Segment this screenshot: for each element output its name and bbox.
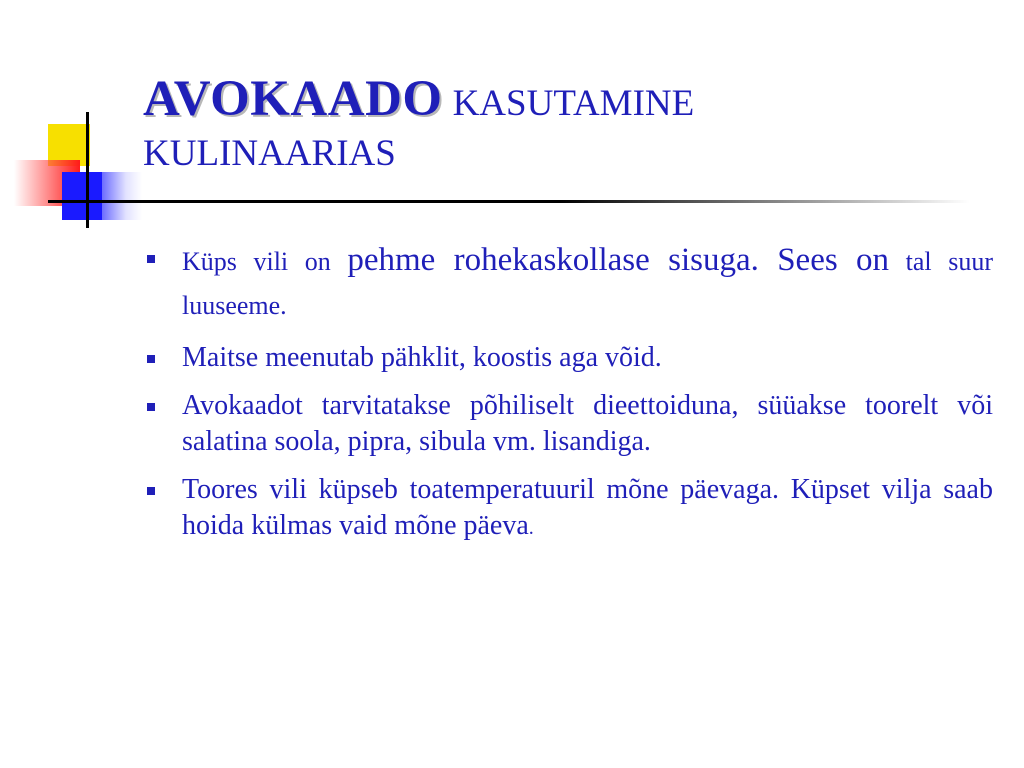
title-line-2: KULINAARIAS (143, 133, 396, 174)
bullet-item (145, 388, 993, 460)
bullet-square-icon (147, 403, 155, 411)
bullet-square-icon (147, 355, 155, 363)
bullet-square-icon (147, 255, 155, 263)
slide-title (143, 71, 1003, 174)
bullet-text-large: pehme rohekaskollase sisuga. Sees on (347, 242, 890, 278)
logo-vertical-line (86, 112, 89, 228)
logo-blue-square (62, 172, 102, 220)
title-underline (60, 200, 970, 203)
title-main-word: AVOKAADO (143, 71, 443, 127)
title-line-1 (143, 71, 1003, 127)
title-rest: KASUTAMINE (452, 83, 695, 124)
bullet-item (145, 472, 993, 546)
bullet-square-icon (147, 487, 155, 495)
bullet-text-end: . (528, 517, 534, 539)
decorative-logo (0, 0, 140, 240)
bullet-text: Maitse meenutab pähklit, koostis aga võid. (182, 342, 662, 373)
bullet-list (145, 238, 993, 558)
bullet-text: Toores vili küpseb toatemperatuuril mõne päevaga. Küpset vilja saab hoida külmas vaid mõne päeva (182, 474, 993, 541)
logo-blue-fade (102, 172, 142, 220)
bullet-item (145, 340, 993, 376)
bullet-item (145, 238, 993, 328)
bullet-text-small: tal suur luuseeme. (182, 247, 993, 320)
bullet-text: Avokaadot tarvitatakse põhiliselt dieettoiduna, süüakse toorelt või salatina soola, pipra, sibula vm. lisandiga. (182, 390, 993, 457)
bullet-text-small: Küps vili on (182, 247, 348, 276)
